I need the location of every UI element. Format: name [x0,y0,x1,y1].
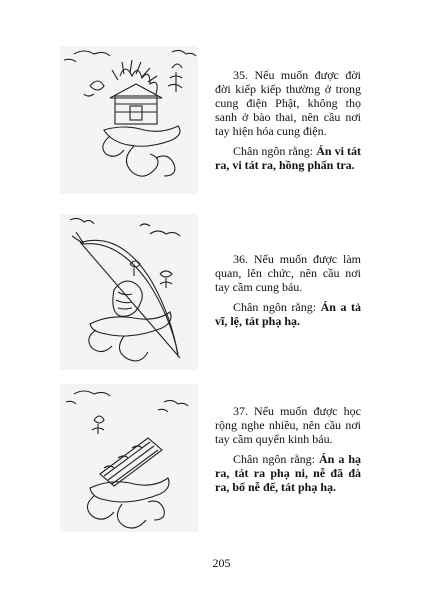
illustration-37 [60,384,198,532]
hand-holding-bow-icon [60,214,198,370]
entry-mantra [215,300,361,328]
entry-35 [215,68,361,172]
hand-holding-sutra-book-icon [60,384,198,532]
mantra-label: Chân ngôn rằng: [233,144,317,158]
illustration-35 [60,46,198,194]
mantra-text: Án a hạ ra, tát ra phạ ni, nễ đã đà ra, bố nễ đế, tát phạ hạ. [215,452,361,494]
mantra-label: Chân ngôn rằng: [233,452,319,466]
entry-37 [215,404,361,494]
page-number: 205 [212,556,231,570]
entry-mantra [215,452,361,494]
mantra-label: Chân ngôn rằng: [233,300,321,314]
entry-mantra [215,144,361,172]
entry-request: 36. Nếu muốn được làm quan, lên chức, nên cầu nơi tay cầm cung báu. [215,252,361,294]
illustration-36 [60,214,198,370]
entry-36 [215,252,361,328]
entry-request: 37. Nếu muốn được học rộng nghe nhiều, nên cầu nơi tay cầm quyển kinh báu. [215,404,361,446]
entry-request: 35. Nếu muốn được đời đời kiếp kiếp thường ở trong cung điện Phật, không thọ sanh ở bào thai, nên cầu nơi tay hiện hóa cung điện. [215,68,361,138]
mantra-text: Án vi tát ra, vi tát ra, hồng phấn tra. [215,144,361,172]
hand-holding-palace-icon [60,46,198,194]
mantra-text: Án a tả vĩ, lệ, tát phạ hạ. [215,300,361,328]
